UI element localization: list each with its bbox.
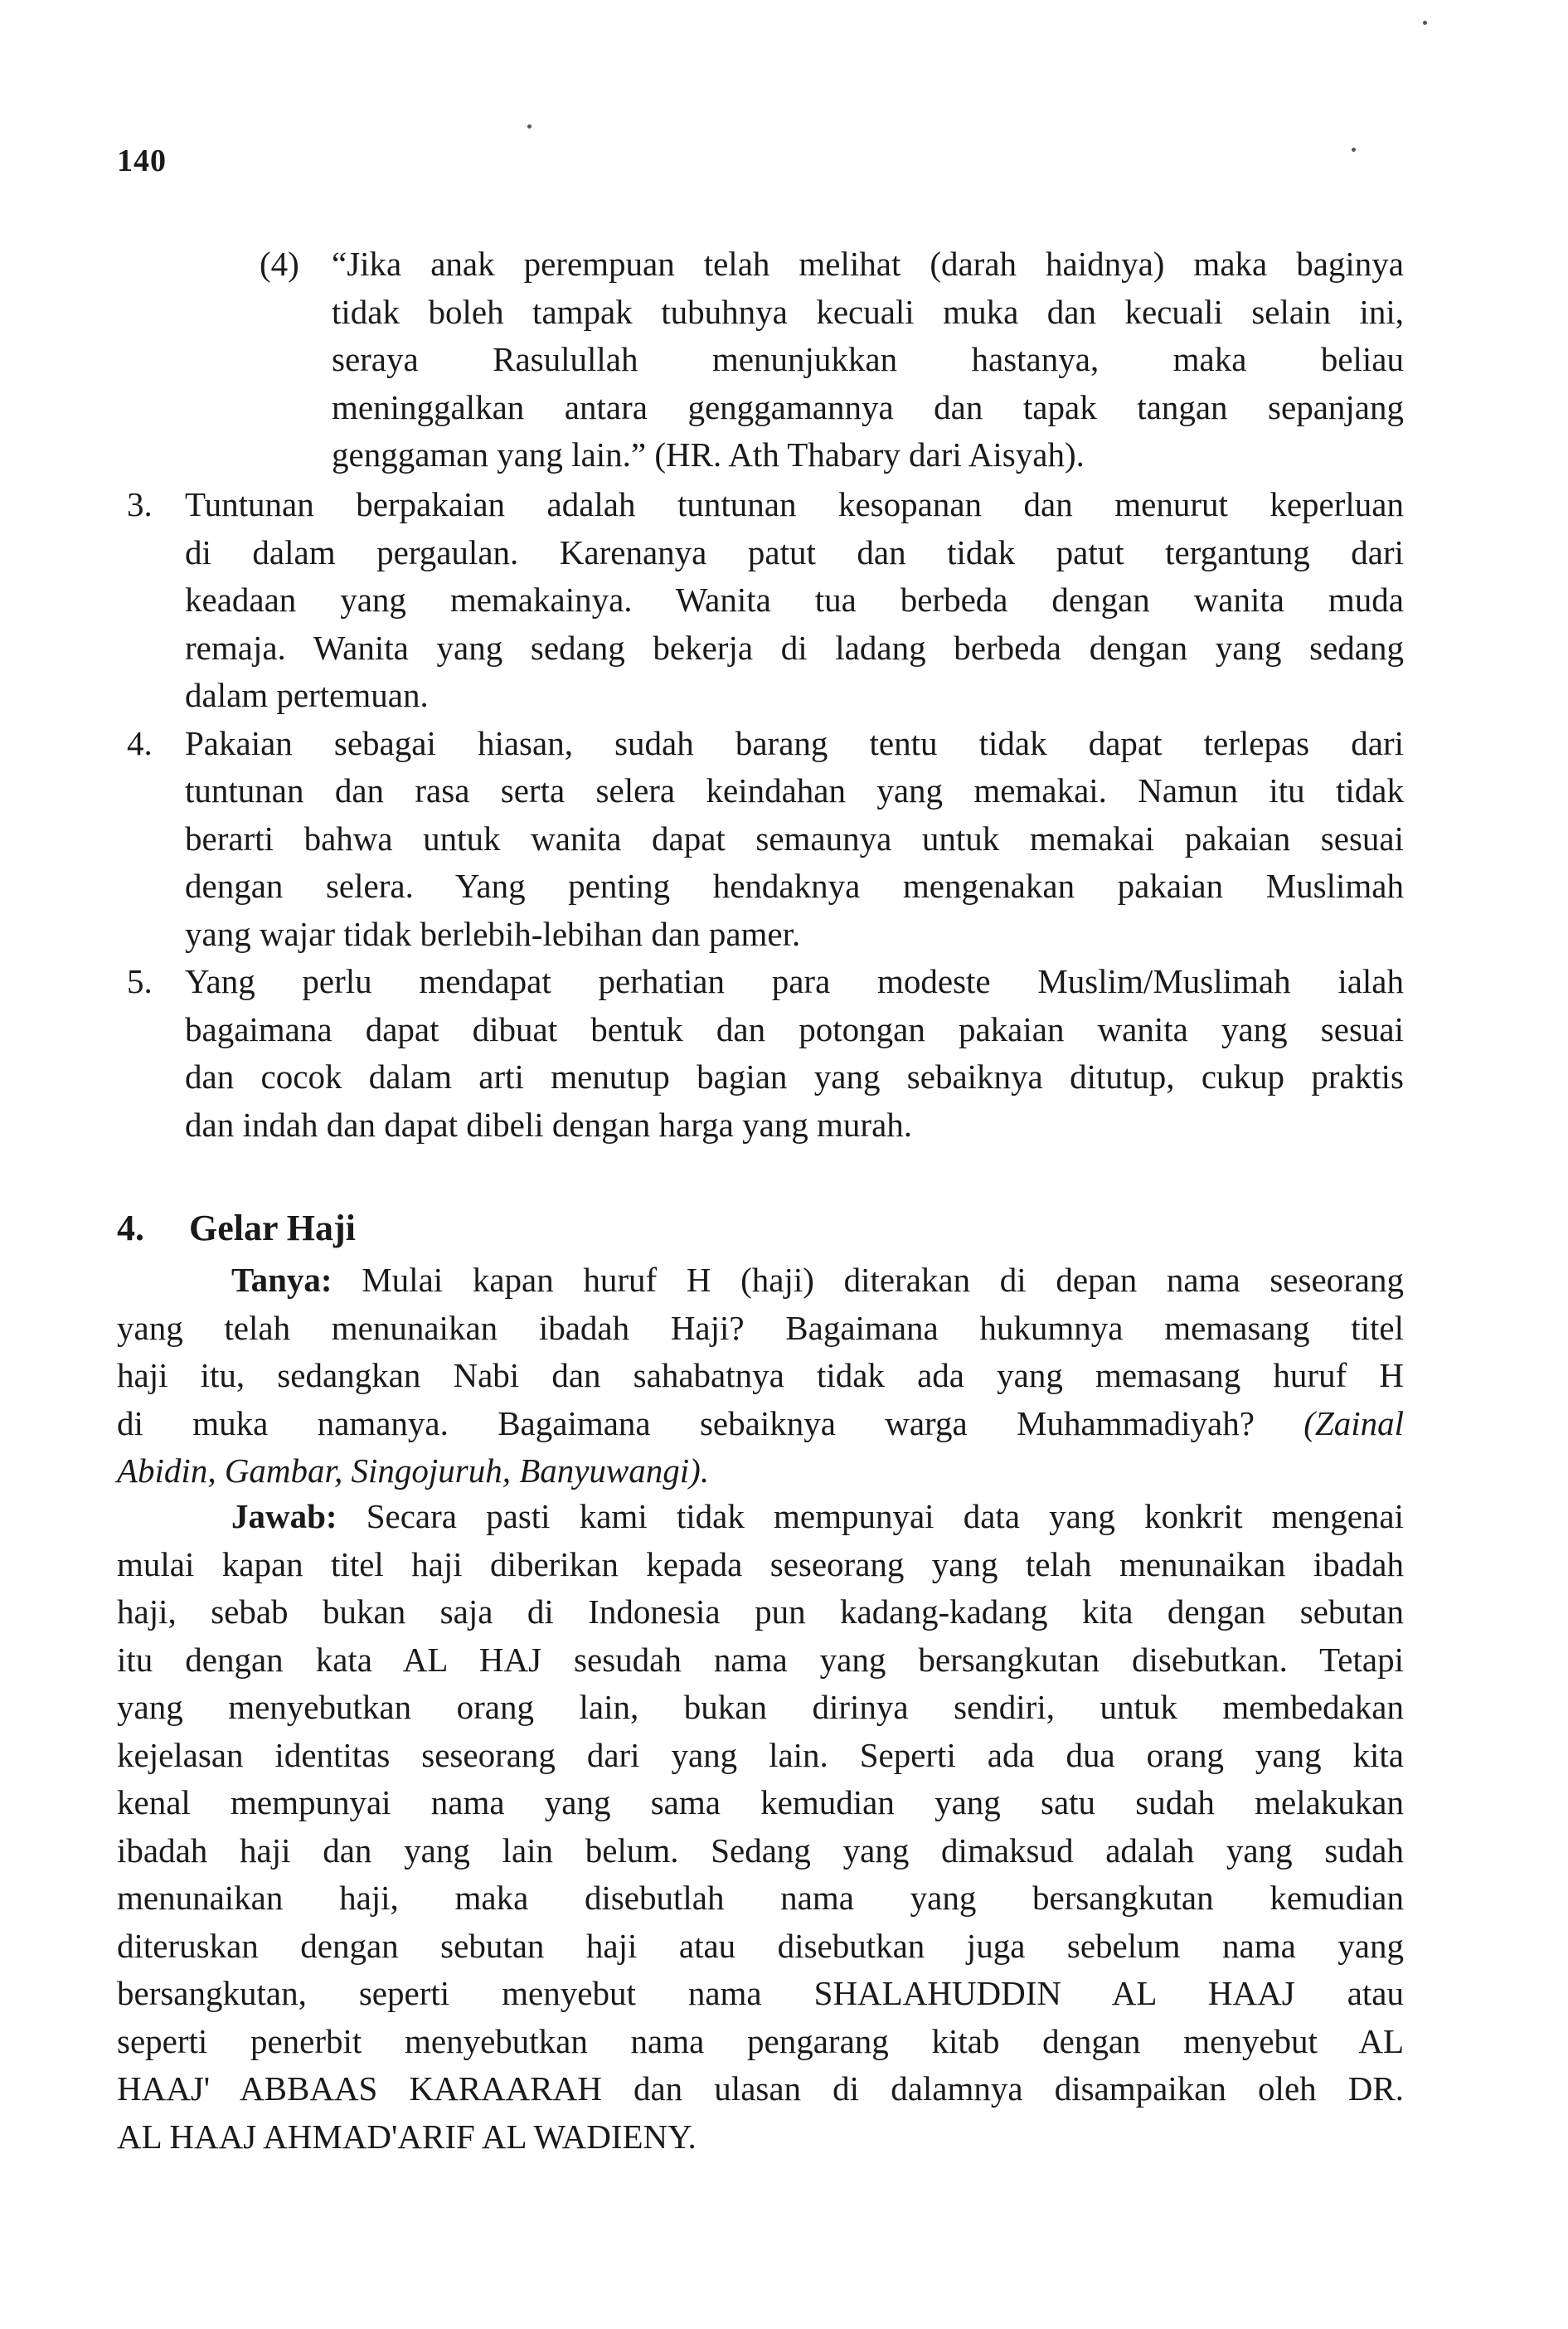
text-line: dan indah dan dapat dibeli dengan harga yang murah. bbox=[185, 1105, 913, 1144]
scan-speck bbox=[1423, 21, 1427, 25]
list-item bbox=[127, 958, 1404, 1149]
text-line: genggaman yang lain.” (HR. Ath Thabary dari Aisyah). bbox=[332, 435, 1085, 474]
text-line: keadaan yang memakainya. Wanita tua berbeda dengan wanita muda bbox=[185, 581, 1404, 619]
numbered-list bbox=[127, 481, 1404, 1149]
list-item-number: 3. bbox=[127, 485, 153, 523]
text-line: seraya Rasulullah menunjukkan hastanya, maka beliau bbox=[332, 340, 1404, 378]
question-source: Abidin, Gambar, Singojuruh, Banyuwangi). bbox=[117, 1451, 710, 1490]
text-line: bersangkutan, seperti menyebut nama SHALAHUDDIN AL HAAJ atau bbox=[117, 1974, 1404, 2012]
question-label: Tanya: bbox=[231, 1261, 333, 1299]
text-line: di dalam pergaulan. Karenanya patut dan tidak patut tergantung dari bbox=[185, 532, 1404, 571]
text-line: Yang perlu mendapat perhatian para modeste Muslim/Muslimah ialah bbox=[185, 962, 1404, 1000]
text-line: haji itu, sedangkan Nabi dan sahabatnya tidak ada yang memasang huruf H bbox=[117, 1356, 1404, 1394]
question-source: (Zainal bbox=[1303, 1403, 1405, 1442]
text-line: HAAJ' ABBAAS KARAARAH dan ulasan di dalamnya disampaikan oleh DR. bbox=[117, 2069, 1404, 2108]
page-number: 140 bbox=[117, 143, 167, 178]
answer-label: Jawab: bbox=[231, 1497, 337, 1535]
text-line: yang telah menunaikan ibadah Haji? Bagaimana hukumnya memasang titel bbox=[117, 1308, 1404, 1347]
section-title: Gelar Haji bbox=[189, 1208, 356, 1248]
question-line-text: di muka namanya. Bagaimana sebaiknya warga Muhammadiyah? bbox=[117, 1403, 1255, 1442]
answer-paragraph bbox=[117, 1493, 1404, 2161]
text-line: itu dengan kata AL HAJ sesudah nama yang bersangkutan disebutkan. Tetapi bbox=[117, 1640, 1404, 1679]
text-line: remaja. Wanita yang sedang bekerja di ladang berbeda dengan yang sedang bbox=[185, 628, 1404, 667]
text-line: yang wajar tidak berlebih-lebihan dan pamer. bbox=[185, 914, 801, 953]
text-line: meninggalkan antara genggamannya dan tapak tangan sepanjang bbox=[332, 387, 1404, 426]
text-line bbox=[117, 1493, 1404, 1541]
scan-speck bbox=[527, 124, 532, 129]
list-item bbox=[127, 481, 1404, 720]
list-item-text bbox=[185, 958, 1404, 1149]
text-line: “Jika anak perempuan telah melihat (darah haidnya) maka baginya bbox=[332, 245, 1404, 283]
sub-item-marker: (4) bbox=[260, 245, 299, 283]
text-line: ibadah haji dan yang lain belum. Sedang yang dimaksud adalah yang sudah bbox=[117, 1831, 1404, 1870]
text-line: haji, sebab bukan saja di Indonesia pun kadang-kadang kita dengan sebutan bbox=[117, 1592, 1404, 1631]
text-line: menunaikan haji, maka disebutlah nama yang bersangkutan kemudian bbox=[117, 1879, 1404, 1917]
list-item-number: 4. bbox=[127, 723, 153, 762]
text-line: bagaimana dapat dibuat bentuk dan potongan pakaian wanita yang sesuai bbox=[185, 1009, 1404, 1048]
sub-item-text bbox=[332, 241, 1404, 479]
list-item bbox=[127, 720, 1404, 959]
text-line: Pakaian sebagai hiasan, sudah barang tentu tidak dapat terlepas dari bbox=[185, 723, 1404, 762]
list-item-text bbox=[185, 720, 1404, 959]
scan-speck bbox=[1352, 148, 1356, 152]
question-paragraph bbox=[117, 1257, 1404, 1495]
text-line: dan cocok dalam arti menutup bagian yang sebaiknya ditutup, cukup praktis bbox=[185, 1058, 1404, 1096]
text-line bbox=[117, 1400, 1404, 1448]
text-line: mulai kapan titel haji diberikan kepada seseorang yang telah menunaikan ibadah bbox=[117, 1544, 1404, 1583]
text-line: tidak boleh tampak tubuhnya kecuali muka dan kecuali selain ini, bbox=[332, 292, 1404, 331]
text-line: kenal mempunyai nama yang sama kemudian yang satu sudah melakukan bbox=[117, 1783, 1404, 1821]
text-line: dengan selera. Yang penting hendaknya mengenakan pakaian Muslimah bbox=[185, 867, 1404, 905]
question-first-line: Mulai kapan huruf H (haji) diterakan di depan nama seseorang bbox=[362, 1261, 1405, 1299]
section-heading bbox=[117, 1207, 356, 1249]
text-line bbox=[117, 1447, 1404, 1495]
text-line: dalam pertemuan. bbox=[185, 676, 429, 714]
text-line: Tuntunan berpakaian adalah tuntunan kesopanan dan menurut keperluan bbox=[185, 485, 1404, 523]
section-number: 4. bbox=[117, 1208, 144, 1248]
text-line bbox=[117, 1257, 1404, 1305]
text-line: AL HAAJ AHMAD'ARIF AL WADIENY. bbox=[117, 2117, 697, 2156]
text-line: diteruskan dengan sebutan haji atau disebutkan juga sebelum nama yang bbox=[117, 1926, 1404, 1965]
text-line: tuntunan dan rasa serta selera keindahan yang memakai. Namun itu tidak bbox=[185, 771, 1404, 810]
list-item-number: 5. bbox=[127, 962, 153, 1000]
text-line: kejelasan identitas seseorang dari yang lain. Seperti ada dua orang yang kita bbox=[117, 1735, 1404, 1774]
text-line: berarti bahwa untuk wanita dapat semaunya untuk memakai pakaian sesuai bbox=[185, 819, 1404, 858]
list-item-text bbox=[185, 481, 1404, 720]
text-line: seperti penerbit menyebutkan nama pengarang kitab dengan menyebut AL bbox=[117, 2021, 1404, 2060]
text-line: yang menyebutkan orang lain, bukan dirinya sendiri, untuk membedakan bbox=[117, 1688, 1404, 1726]
answer-first-line: Secara pasti kami tidak mempunyai data yang konkrit mengenai bbox=[366, 1497, 1404, 1535]
